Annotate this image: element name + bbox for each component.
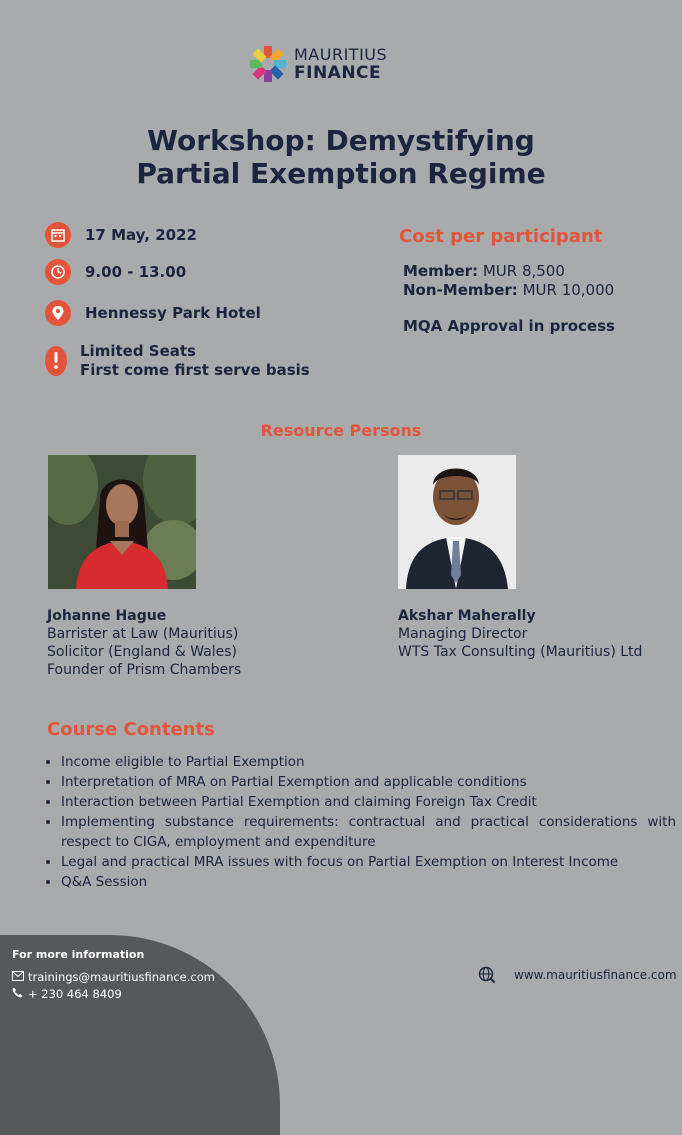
contact-info	[12, 946, 215, 1003]
cost-title: Cost per participant	[399, 226, 603, 247]
calendar-icon	[45, 222, 71, 248]
event-date	[45, 222, 197, 248]
person-role: WTS Tax Consulting (Mauritius) Ltd	[398, 644, 643, 660]
phone-icon	[12, 986, 28, 1003]
member-value: MUR 8,500	[482, 262, 565, 280]
mqa-note: MQA Approval in process	[403, 317, 615, 335]
venue-text: Hennessy Park Hotel	[85, 303, 261, 322]
brand-logo	[248, 44, 387, 84]
list-item: • Legal and practical MRA issues with focus on Partial Exemption on Interest Income	[61, 852, 676, 872]
nonmember-cost	[403, 281, 614, 299]
email-link[interactable]	[12, 969, 215, 986]
person-role: Solicitor (England & Wales)	[47, 644, 237, 660]
email-text: trainings@mauritiusfinance.com	[28, 970, 215, 984]
phone-link[interactable]	[12, 986, 215, 1003]
member-cost	[403, 262, 565, 280]
clock-icon	[45, 259, 71, 285]
photo-johanne-hague	[48, 455, 196, 589]
logo-line2: FINANCE	[294, 63, 382, 83]
time-text: 9.00 - 13.00	[85, 262, 187, 281]
logo-mark-icon	[248, 44, 288, 84]
list-item: • Interpretation of MRA on Partial Exemption and applicable conditions	[61, 772, 676, 792]
list-item: • Implementing substance requirements: contractual and practical considerations with respect to CIGA, employment and expenditure	[61, 812, 676, 852]
person-akshar-maherally	[398, 607, 642, 661]
seats-line1: Limited Seats	[80, 342, 196, 360]
resource-persons-title: Resource Persons	[260, 421, 422, 440]
course-list	[47, 752, 676, 892]
exclamation-icon	[45, 346, 67, 376]
member-label: Member:	[403, 262, 479, 280]
website-link[interactable]	[478, 966, 677, 984]
person-role: Managing Director	[398, 626, 528, 642]
title-line1: Workshop: Demystifying	[147, 124, 535, 157]
event-time	[45, 259, 186, 285]
page-title	[0, 124, 682, 190]
event-venue	[45, 300, 261, 326]
date-text: 17 May, 2022	[85, 225, 197, 244]
logo-line1: MAURITIUS	[294, 45, 388, 64]
seats-line2: First come first serve basis	[80, 361, 310, 379]
title-line2: Partial Exemption Regime	[136, 157, 546, 190]
event-seats	[45, 342, 310, 380]
list-item: • Q&A Session	[61, 872, 676, 892]
person-johanne-hague	[47, 607, 241, 679]
envelope-icon	[12, 969, 28, 986]
nonmember-value: MUR 10,000	[522, 281, 615, 299]
website-text: www.mauritiusfinance.com	[514, 968, 677, 982]
person-role: Barrister at Law (Mauritius)	[47, 626, 239, 642]
person-name: Akshar Maherally	[398, 608, 536, 624]
phone-text: + 230 464 8409	[28, 987, 122, 1001]
contact-heading: For more information	[12, 948, 145, 961]
person-role: Founder of Prism Chambers	[47, 662, 242, 678]
nonmember-label: Non-Member:	[403, 281, 518, 299]
list-item: • Income eligible to Partial Exemption	[61, 752, 676, 772]
location-pin-icon	[45, 300, 71, 326]
photo-akshar-maherally	[398, 455, 516, 589]
list-item: • Interaction between Partial Exemption and claiming Foreign Tax Credit	[61, 792, 676, 812]
course-contents-title: Course Contents	[47, 719, 215, 740]
person-name: Johanne Hague	[47, 608, 167, 624]
globe-icon	[478, 966, 496, 984]
